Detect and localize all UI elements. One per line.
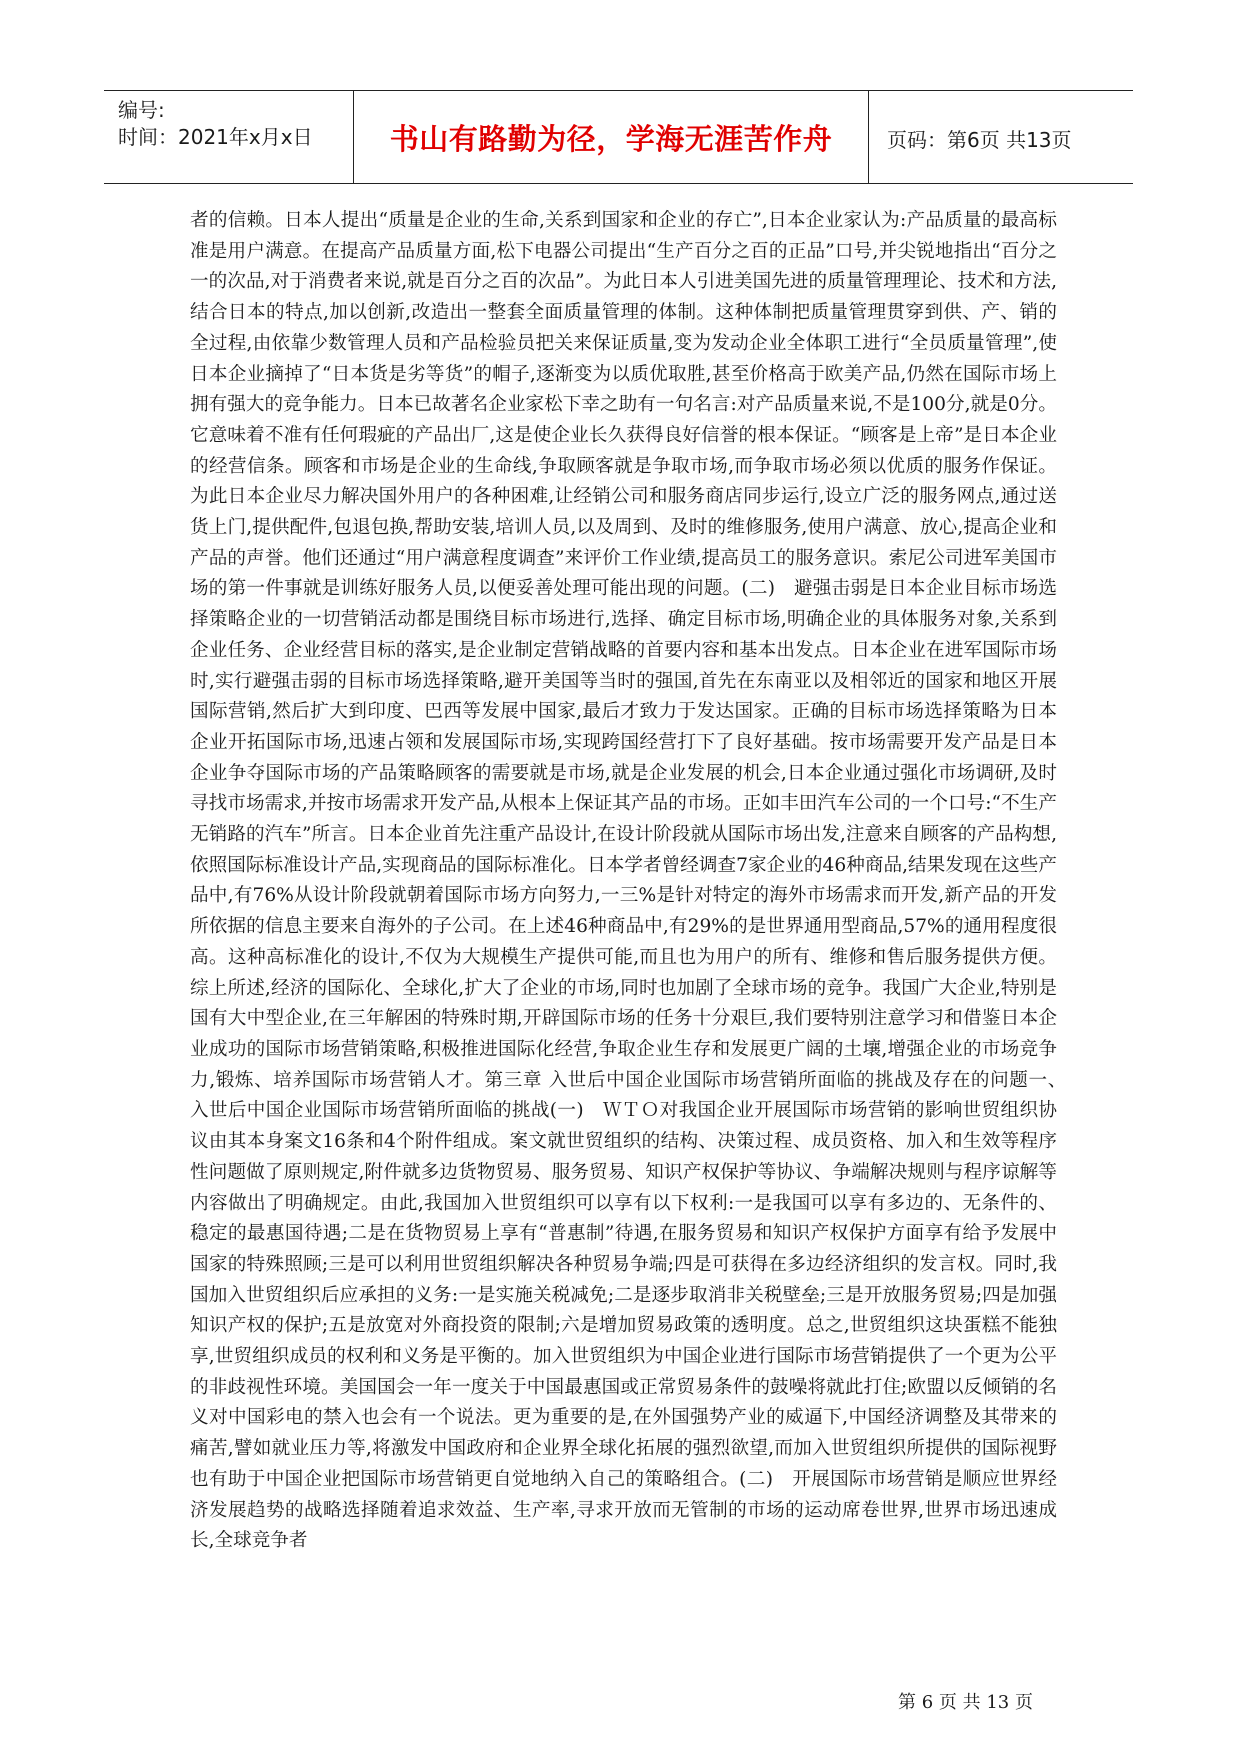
header-info-cell bbox=[104, 91, 354, 183]
document-body bbox=[190, 206, 1076, 1557]
page-header bbox=[104, 90, 1133, 184]
body-paragraph: 者的信赖。日本人提出“质量是企业的生命,关系到国家和企业的存亡”,日本企业家认为:产品质量的最高标准是用户满意。在提高产品质量方面,松下电器公司提出“生产百分之百的正品”口号,并尖锐地指出“百分之一的次品,对于消费者来说,就是百分之百的次品”。为此日本人引进美国先进的质量管理理论、技术和方法,结合日本的特点,加以创新,改造出一整套全面质量管理的体制。这种体制把质量管理贯穿到供、产、销的全过程,由依靠少数管理人员和产品检验员把关来保证质量,变为发动企业全体职工进行“全员质量管理”,使日本企业摘掉了“日本货是劣等货”的帽子,逐渐变为以质优取胜,甚至价格高于欧美产品,仍然在国际市场上拥有强大的竞争能力。日本已故著名企业家松下幸之助有一句名言:对产品质量来说,不是100分,就是0分。它意味着不准有任何瑕疵的产品出厂,这是使企业长久获得良好信誉的根本保证。“顾客是上帝”是日本企业的经营信条。顾客和市场是企业的生命线,争取顾客就是争取市场,而争取市场必须以优质的服务作保证。为此日本企业尽力解决国外用户的各种困难,让经销公司和服务商店同步运行,设立广泛的服务网点,通过送货上门,提供配件,包退包换,帮助安装,培训人员,以及周到、及时的维修服务,使用户满意、放心,提高企业和产品的声誉。他们还通过“用户满意程度调查”来评价工作业绩,提高员工的服务意识。索尼公司进军美国市场的第一件事就是训练好服务人员,以便妥善处理可能出现的问题。(二) 避强击弱是日本企业目标市场选择策略企业的一切营销活动都是围绕目标市场进行,选择、确定目标市场,明确企业的具体服务对象,关系到企业任务、企业经营目标的落实,是企业制定营销战略的首要内容和基本出发点。日本企业在进军国际市场时,实行避强击弱的目标市场选择策略,避开美国等当时的强国,首先在东南亚以及相邻近的国家和地区开展国际营销,然后扩大到印度、巴西等发展中国家,最后才致力于发达国家。正确的目标市场选择策略为日本企业开拓国际市场,迅速占领和发展国际市场,实现跨国经营打下了良好基础。按市场需要开发产品是日本企业争夺国际市场的产品策略顾客的需要就是市场,就是企业发展的机会,日本企业通过强化市场调研,及时寻找市场需求,并按市场需求开发产品,从根本上保证其产品的市场。正如丰田汽车公司的一个口号:“不生产无销路的汽车”所言。日本企业首先注重产品设计,在设计阶段就从国际市场出发,注意来自顾客的产品构想,依照国际标准设计产品,实现商品的国际标准化。日本学者曾经调查7家企业的46种商品,结果发现在这些产品中,有76%从设计阶段就朝着国际市场方向努力,一三%是针对特定的海外市场需求而开发,新产品的开发所依据的信息主要来自海外的子公司。在上述46种商品中,有29%的是世界通用型商品,57%的通用程度很高。这种高标准化的设计,不仅为大规模生产提供可能,而且也为用户的所有、维修和售后服务提供方便。综上所述,经济的国际化、全球化,扩大了企业的市场,同时也加剧了全球市场的竞争。我国广大企业,特别是国有大中型企业,在三年解困的特殊时期,开辟国际市场的任务十分艰巨,我们要特别注意学习和借鉴日本企业成功的国际市场营销策略,积极推进国际化经营,争取企业生存和发展更广阔的土壤,增强企业的市场竞争力,锻炼、培养国际市场营销人才。第三章 入世后中国企业国际市场营销所面临的挑战及存在的问题一、 入世后中国企业国际市场营销所面临的挑战(一) ＷＴＯ对我国企业开展国际市场营销的影响世贸组织协议由其本身案文16条和4个附件组成。案文就世贸组织的结构、决策过程、成员资格、加入和生效等程序性问题做了原则规定,附件就多边货物贸易、服务贸易、知识产权保护等协议、争端解决规则与程序谅解等内容做出了明确规定。由此,我国加入世贸组织可以享有以下权利:一是我国可以享有多边的、无条件的、稳定的最惠国待遇;二是在货物贸易上享有“普惠制”待遇,在服务贸易和知识产权保护方面享有给予发展中国家的特殊照顾;三是可以利用世贸组织解决各种贸易争端;四是可获得在多边经济组织的发言权。同时,我国加入世贸组织后应承担的义务:一是实施关税减免;二是逐步取消非关税壁垒;三是开放服务贸易;四是加强知识产权的保护;五是放宽对外商投资的限制;六是增加贸易政策的透明度。总之,世贸组织这块蛋糕不能独享,世贸组织成员的权利和义务是平衡的。加入世贸组织为中国企业进行国际市场营销提供了一个更为公平的非歧视性环境。美国国会一年一度关于中国最惠国或正常贸易条件的鼓噪将就此打住;欧盟以反倾销的名义对中国彩电的禁入也会有一个说法。更为重要的是,在外国强势产业的威逼下,中国经济调整及其带来的痛苦,譬如就业压力等,将激发中国政府和企业界全球化拓展的强烈欲望,而加入世贸组织所提供的国际视野也有助于中国企业把国际市场营销更自觉地纳入自己的策略组合。(二) 开展国际市场营销是顺应世界经济发展趋势的战略选择随着追求效益、生产率,寻求开放而无管制的市场的运动席卷世界,世界市场迅速成长,全球竞争者 bbox=[190, 210, 1076, 1552]
page-footer: 第 6 页 共 13 页 bbox=[898, 1692, 1033, 1713]
header-page-info: 页码：第6页 共13页 bbox=[887, 128, 1072, 152]
header-page-cell bbox=[869, 91, 1133, 183]
header-motto-cell bbox=[354, 91, 869, 183]
header-motto: 书山有路勤为径，学海无涯苦作舟 bbox=[389, 122, 833, 156]
document-number-label: 编号: bbox=[118, 98, 165, 122]
document-time: 时间：2021年x月x日 bbox=[118, 125, 313, 149]
